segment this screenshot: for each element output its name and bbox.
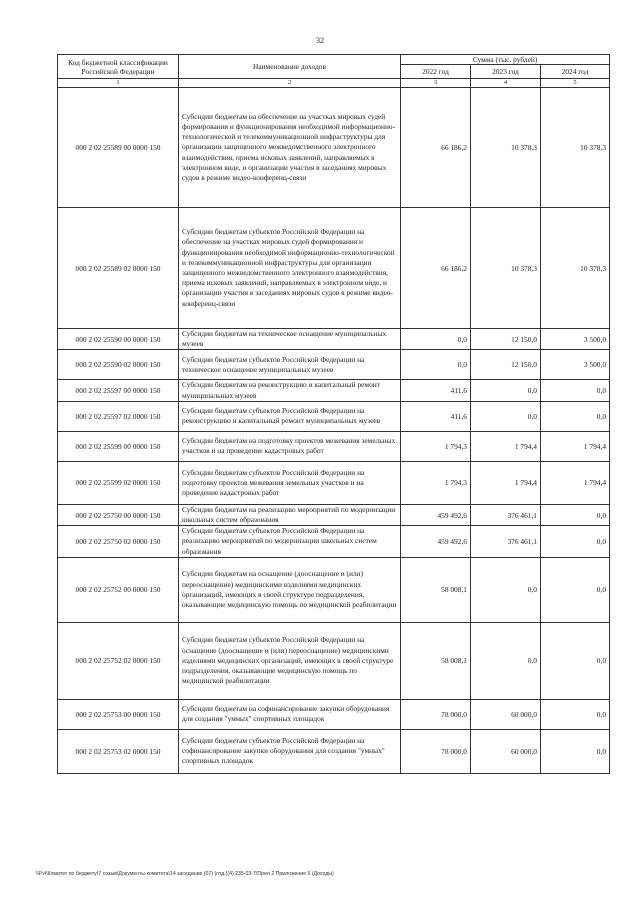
table-row — [58, 699, 610, 729]
row-value-2023: 0,0 — [471, 380, 541, 401]
row-value-2023: 60 000,0 — [471, 699, 541, 729]
row-value-2023: 0,0 — [471, 557, 541, 622]
row-value-2024: 3 500,0 — [541, 329, 610, 350]
row-name: Субсидии бюджетам субъектов Российской Федерации на реализацию мероприятий по модернизации школьных систем образования — [179, 526, 401, 558]
row-value-2023: 12 150,0 — [471, 329, 541, 350]
file-path-footer: \\Pvl\Комитет по бюджету\7 созыв\Документы комитета\14 заседание (07) (отд.)(4) 235-03-7\Прил 2 Приложение 5 (Доходы) — [36, 871, 334, 877]
header-code: Код бюджетной классификации Российской Федерации — [58, 55, 179, 79]
row-code: 000 2 02 25599 02 0000 150 — [58, 461, 179, 504]
row-value-2022: 66 186,2 — [401, 208, 471, 329]
row-value-2024: 0,0 — [541, 504, 610, 525]
row-value-2022: 58 008,1 — [401, 557, 471, 622]
column-number: 2 — [179, 79, 401, 88]
row-name: Субсидии бюджетам на реализацию мероприятий по модернизации школьных систем образования — [179, 504, 401, 525]
row-value-2024: 0,0 — [541, 380, 610, 401]
column-number: 4 — [471, 79, 541, 88]
row-value-2022: 459 492,6 — [401, 504, 471, 525]
row-name: Субсидии бюджетам субъектов Российской Федерации на подготовку проектов межевания земельных участков и на проведение кадастровых работ — [179, 461, 401, 504]
row-value-2023: 376 461,1 — [471, 504, 541, 525]
row-value-2022: 459 492,6 — [401, 526, 471, 558]
row-name: Субсидии бюджетам на обеспечение на участках мировых судей формирования и функционирования необходимой информационно-технологической и телекоммуникационной инфраструктуры для организации защищенного межведомственного электронного взаимодействия, приема исковых заявлений, направляемых в электронном виде, и организации участия в заседаниях мировых судов в режиме видео-конференц-связи — [179, 88, 401, 208]
row-code: 000 2 02 25590 00 0000 150 — [58, 329, 179, 350]
row-name: Субсидии бюджетам субъектов Российской Федерации на техническое оснащение муниципальных музеев — [179, 350, 401, 380]
row-value-2022: 78 000,0 — [401, 729, 471, 773]
row-code: 000 2 02 25752 02 0000 150 — [58, 622, 179, 699]
header-sum: Сумма (тыс. рублей) — [401, 55, 610, 65]
row-code: 000 2 02 25753 02 0000 150 — [58, 729, 179, 773]
row-value-2024: 0,0 — [541, 401, 610, 431]
row-code: 000 2 02 25599 00 0000 150 — [58, 431, 179, 461]
table-row — [58, 380, 610, 401]
row-name: Субсидии бюджетам субъектов Российской Федерации на реконструкцию и капитальный ремонт муниципальных музеев — [179, 401, 401, 431]
table-row — [58, 208, 610, 329]
column-number-row — [58, 79, 610, 88]
table-row — [58, 504, 610, 525]
row-value-2022: 1 794,3 — [401, 461, 471, 504]
row-value-2023: 376 461,1 — [471, 526, 541, 558]
row-value-2024: 1 794,4 — [541, 431, 610, 461]
table-row — [58, 557, 610, 622]
row-value-2024: 0,0 — [541, 699, 610, 729]
row-name: Субсидии бюджетам на подготовку проектов межевания земельных участков и на проведение кадастровых работ — [179, 431, 401, 461]
row-name: Субсидии бюджетам на софинансирование закупки оборудования для создания "умных" спортивных площадок — [179, 699, 401, 729]
row-code: 000 2 02 25597 00 0000 150 — [58, 380, 179, 401]
row-value-2024: 0,0 — [541, 557, 610, 622]
row-value-2022: 411,6 — [401, 401, 471, 431]
row-value-2023: 10 378,3 — [471, 208, 541, 329]
row-value-2024: 1 794,4 — [541, 461, 610, 504]
row-value-2023: 0,0 — [471, 622, 541, 699]
row-value-2022: 58 008,1 — [401, 622, 471, 699]
row-code: 000 2 02 25590 02 0000 150 — [58, 350, 179, 380]
row-value-2022: 0,0 — [401, 350, 471, 380]
row-value-2024: 10 378,3 — [541, 208, 610, 329]
row-value-2023: 10 378,3 — [471, 88, 541, 208]
row-name: Субсидии бюджетам субъектов Российской Федерации на обеспечение на участках мировых судей формирования и функционирования необходимой информационно-технологической и телекоммуникационной инфраструктуры для организации защищенного межведомственного электронного взаимодействия, приема исковых заявлений, направляемых в электронном виде, и организации участия в заседаниях мировых судов в режиме видео-конференц-связи — [179, 208, 401, 329]
row-name: Субсидии бюджетам на реконструкцию и капитальный ремонт муниципальных музеев — [179, 380, 401, 401]
row-value-2023: 1 794,4 — [471, 461, 541, 504]
row-value-2023: 12 150,0 — [471, 350, 541, 380]
row-name: Субсидии бюджетам субъектов Российской Федерации на софинансирование закупки оборудования для создания "умных" спортивных площадок — [179, 729, 401, 773]
table-row — [58, 431, 610, 461]
table-row — [58, 622, 610, 699]
row-value-2023: 1 794,4 — [471, 431, 541, 461]
row-name: Субсидии бюджетам субъектов Российской Федерации на оснащение (дооснащение и (или) переоснащение) медицинскими изделиями медицинских организаций, имеющих в своей структуре подразделения, оказывающие медицинскую помощь по медицинской реабилитации — [179, 622, 401, 699]
row-code: 000 2 02 25750 00 0000 150 — [58, 504, 179, 525]
row-value-2024: 0,0 — [541, 526, 610, 558]
row-name: Субсидии бюджетам на оснащение (дооснащение и (или) переоснащение) медицинскими изделиями медицинских организаций, имеющих в своей структуре подразделения, оказывающие медицинскую помощь по медицинской реабилитации — [179, 557, 401, 622]
row-code: 000 2 02 25752 00 0000 150 — [58, 557, 179, 622]
header-year-2024: 2024 год — [541, 65, 610, 79]
row-value-2023: 0,0 — [471, 401, 541, 431]
row-name: Субсидии бюджетам на техническое оснащение муниципальных музеев — [179, 329, 401, 350]
header-year-2022: 2022 год — [401, 65, 471, 79]
table-row — [58, 88, 610, 208]
row-value-2022: 411,6 — [401, 380, 471, 401]
column-number: 5 — [541, 79, 610, 88]
row-code: 000 2 02 25589 00 0000 150 — [58, 88, 179, 208]
row-value-2024: 3 500,0 — [541, 350, 610, 380]
row-value-2022: 66 186,2 — [401, 88, 471, 208]
row-code: 000 2 02 25750 02 0000 150 — [58, 526, 179, 558]
row-value-2024: 0,0 — [541, 729, 610, 773]
table-row — [58, 461, 610, 504]
page-number: 32 — [316, 36, 324, 45]
header-name: Наименование доходов — [179, 55, 401, 79]
table-row — [58, 729, 610, 773]
table-row — [58, 526, 610, 558]
table-row — [58, 329, 610, 350]
row-code: 000 2 02 25589 02 0000 150 — [58, 208, 179, 329]
row-value-2022: 0,0 — [401, 329, 471, 350]
row-value-2022: 1 794,3 — [401, 431, 471, 461]
row-value-2022: 78 000,0 — [401, 699, 471, 729]
revenue-table — [57, 54, 610, 774]
row-value-2024: 0,0 — [541, 622, 610, 699]
row-code: 000 2 02 25753 00 0000 150 — [58, 699, 179, 729]
row-code: 000 2 02 25597 02 0000 150 — [58, 401, 179, 431]
table-row — [58, 350, 610, 380]
table-row — [58, 401, 610, 431]
column-number: 3 — [401, 79, 471, 88]
header-year-2023: 2023 год — [471, 65, 541, 79]
column-number: 1 — [58, 79, 179, 88]
row-value-2023: 60 000,0 — [471, 729, 541, 773]
row-value-2024: 10 378,3 — [541, 88, 610, 208]
